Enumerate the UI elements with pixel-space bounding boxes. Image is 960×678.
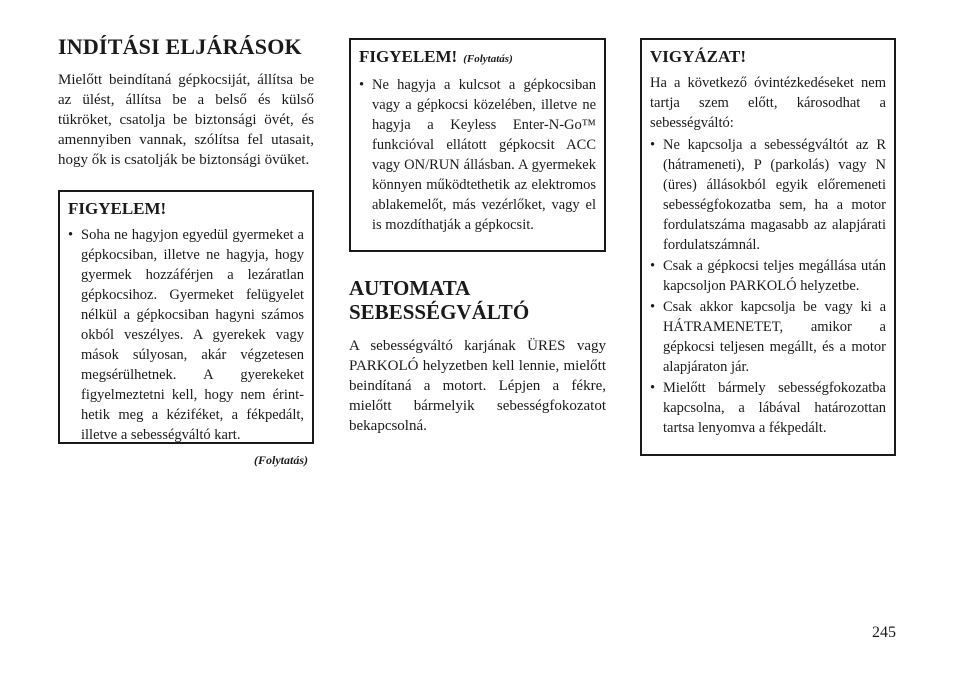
- caution-item: • Mielőtt bármely sebességfokozatba kapcsolna, a lábával határozottan tartsa lenyomva a fékpedált.: [650, 378, 886, 438]
- caution-item: • Csak akkor kapcsolja be vagy ki a HÁTRAMENETET, amikor a gépkocsi teljesen megállt, és a motor alapjáraton jár.: [650, 297, 886, 377]
- page-number: 245: [872, 624, 896, 641]
- warning-title: FIGYELEM!: [68, 199, 167, 218]
- warning-continued-label: (Folytatás): [463, 53, 513, 65]
- warning-list: [68, 225, 304, 445]
- automatic-transmission-paragraph: A sebességváltó karjának ÜRES vagy PARKOLÓ helyzetben kell lennie, mielőtt beindítaná a motort. Lépjen a fékre, mielőtt bármelyik sebességfokozatot bekapcsolná.: [349, 338, 606, 434]
- starting-procedures-paragraph: Mielőtt beindítaná gépkocsiját, állítsa be az ülést, állítsa be a belső és külső tükröket, csatolja be biztonsági övét, és amennyiben vannak, szólítsa fel utasait, hogy ők is csatolják be biztonsági övüket.: [58, 72, 314, 168]
- left-column: [58, 34, 314, 468]
- section-heading-starting-procedures: INDÍTÁSI ELJÁRÁSOK: [58, 34, 302, 59]
- warning-item: • Soha ne hagyjon egyedül gyermeket a gépkocsiban, illetve ne hagyja, hogy gyermek hozzáférjen a lezáratlan gépkocsihoz. Gyermeket felügyelet nélkül a gépkocsiban hagyni számos okból veszélyes. A gyerekek vagy mások súlyosan, akár végzetesen megsérülhetnek. A gyerekeket figyelmeztetni kell, hogy nem érinthetik meg a kéziféket, a fékpedált, illetve a sebességváltó kart.: [68, 225, 304, 445]
- caution-item: • Csak a gépkocsi teljes megállása után kapcsoljon PARKOLÓ helyzetbe.: [650, 256, 886, 296]
- heading-line-1: AUTOMATA: [349, 276, 471, 300]
- heading-line-2: SEBESSÉGVÁLTÓ: [349, 300, 530, 324]
- caution-intro: Ha a következő óvintézkedéseket nem tartja szem előtt, károsodhat a sebességváltó:: [650, 75, 886, 131]
- caution-item: • Ne kapcsolja a sebességváltót az R (hátrameneti), P (parkolás) vagy N (üres) állásokból egyik előremeneti sebességfokozatba sem, ha a motor fordulatszáma magasabb az alapjárati fordulatszámnál.: [650, 135, 886, 255]
- warning-title-text: FIGYELEM!: [359, 47, 458, 66]
- warning-box-keys: [349, 38, 606, 252]
- caution-list: [650, 135, 886, 438]
- section-heading-automatic-transmission: [349, 276, 606, 324]
- warning-list: [359, 75, 596, 235]
- warning-title: [359, 46, 596, 70]
- caution-box-transmission: [640, 38, 896, 456]
- middle-column: [349, 34, 606, 436]
- warning-item: • Ne hagyja a kulcsot a gépkocsiban vagy a gépkocsi közelében, illetve ne hagyja a Keyless Enter-N-Go™ funkcióval ellátott gépkocsit ACC vagy ON/RUN állásban. A gyermekek könnyen működtethetik az elektromos ablakemelőt, más vezérlőket, vagy el is mozdíthatják a gépkocsit.: [359, 75, 596, 235]
- continued-label: (Folytatás): [254, 453, 308, 467]
- right-column: [640, 34, 896, 456]
- caution-title: VIGYÁZAT!: [650, 47, 747, 66]
- warning-box-children: [58, 190, 314, 444]
